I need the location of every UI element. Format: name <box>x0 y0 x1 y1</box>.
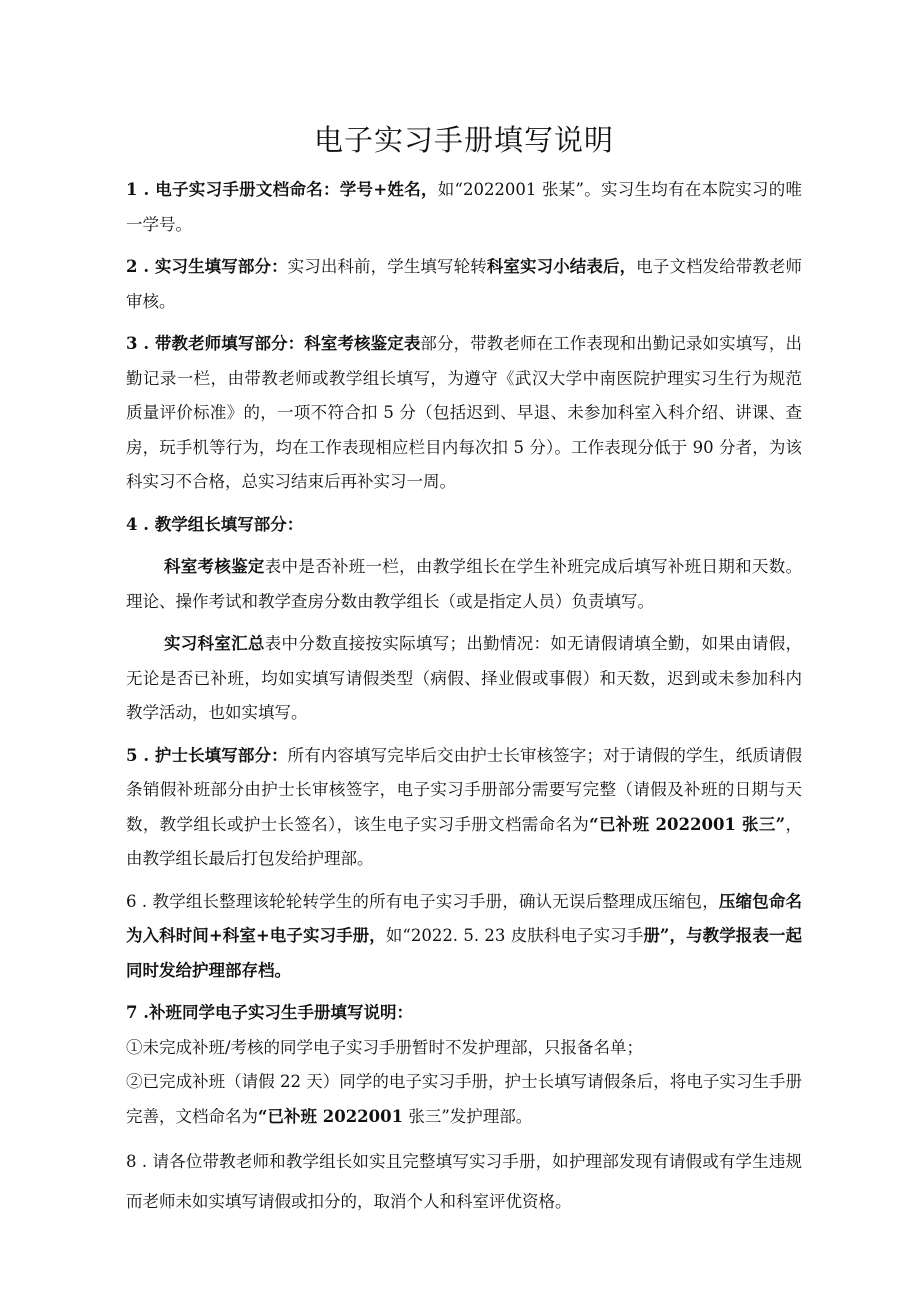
section-7-item-1: ①未完成补班/考核的同学电子实习手册暂时不发护理部，只报备名单； <box>126 1037 644 1057</box>
section-4-paragraph-1 <box>126 550 802 619</box>
section-5-text-end: ，由教学组长最后打包发给护理部。 <box>126 814 803 868</box>
section-3-heading: 3 . 带教老师填写部分：科室考核鉴定表 <box>126 334 421 353</box>
section-2-emphasis: 科室实习小结表后， <box>486 257 637 276</box>
section-7-item-2-emphasis: “已补班 2022001 <box>258 1106 404 1126</box>
section-2-text: 实习出科前，学生填写轮转 <box>287 257 487 276</box>
section-5 <box>126 739 802 877</box>
section-2 <box>126 250 802 319</box>
section-4-p2-text: 表中分数直接按实际填写；出勤情况：如无请假请填全勤，如果由请假，无论是否已补班，均如实填写请假类型（病假、择业假或事假）和天数，迟到或未参加科内教学活动，也如实填写。 <box>126 634 803 722</box>
section-7-item-2-end: 张三”发护理部。 <box>403 1106 533 1126</box>
section-2-text-end: 电子文档发给带教老师审核。 <box>126 257 803 311</box>
section-1-text: 如“2022001 张某”。实习生均有在本院实习的唯一学号。 <box>126 180 802 234</box>
section-4-p2-emphasis: 实习科室汇总 <box>163 634 265 653</box>
section-7-heading <box>126 996 802 1031</box>
section-6-text: 6 . 教学组长整理该轮轮转学生的所有电子实习手册，确认无误后整理成压缩包， <box>126 891 719 911</box>
section-3 <box>126 327 802 500</box>
section-5-heading: 5 . 护士长填写部分： <box>126 745 288 765</box>
section-3-text: 部分，带教老师在工作表现和出勤记录如实填写，出勤记录一栏，由带教老师或教学组长填写，为遵守《武汉大学中南医院护理实习生行为规范质量评价标准》的，一项不符合扣 5 分（包括迟到、早退、未参加科室入科介绍、讲课、查房，玩手机等行为，均在工作表现相应栏目内每次扣 5 分）。工作表现分低于 90 分者，为该科实习不合格，总实习结束后再补实习一周。 <box>126 334 803 491</box>
section-6 <box>126 885 802 989</box>
section-5-text: 所有内容填写完毕后交由护士长审核签字；对于请假的学生，纸质请假条销假补班部分由护士长审核签字，电子实习手册部分需要写完整（请假及补班的日期与天数，教学组长或护士长签名），该生电子实习手册文档需命名为 <box>126 745 803 834</box>
section-5-emphasis: “已补班 2022001 张三” <box>589 814 786 834</box>
section-4-p1-emphasis: 科室考核鉴定 <box>163 557 265 576</box>
section-7-item-2-text: ②已完成补班（请假 22 天）同学的电子实习手册，护士长填写请假条后，将电子实习生手册完善，文档命名为 <box>126 1072 802 1126</box>
section-4-heading <box>126 508 802 543</box>
section-4-heading-text: 4 . 教学组长填写部分： <box>126 514 304 534</box>
section-4-p1-text: 表中是否补班一栏，由教学组长在学生补班完成后填写补班日期和天数。理论、操作考试和教学查房分数由教学组长（或是指定人员）负责填写。 <box>126 557 803 611</box>
section-2-heading: 2 . 实习生填写部分： <box>126 257 288 276</box>
section-6-emphasis: 压缩包命名为入科时间+科室+电子实习手册， <box>126 891 803 945</box>
section-1-heading: 1 . 电子实习手册文档命名：学号+姓名， <box>126 180 438 199</box>
section-4-paragraph-2 <box>126 627 802 731</box>
section-8: 8 . 请各位带教老师和教学组长如实且完整填写实习手册，如护理部发现有请假或有学生违规而老师未如实填写请假或扣分的，取消个人和科室评优资格。 <box>126 1152 802 1211</box>
section-6-emphasis-end: 册”，与教学报表一起同时发给护理部存档。 <box>126 926 802 980</box>
page-title: 电子实习手册填写说明 <box>313 123 614 157</box>
section-7-heading-text: 7 .补班同学电子实习生手册填写说明： <box>126 1003 413 1022</box>
section-6-example: 如“2022. 5. 23 皮肤科电子实习手 <box>385 926 644 945</box>
section-7-item-2 <box>126 1065 802 1134</box>
section-1 <box>126 173 802 242</box>
